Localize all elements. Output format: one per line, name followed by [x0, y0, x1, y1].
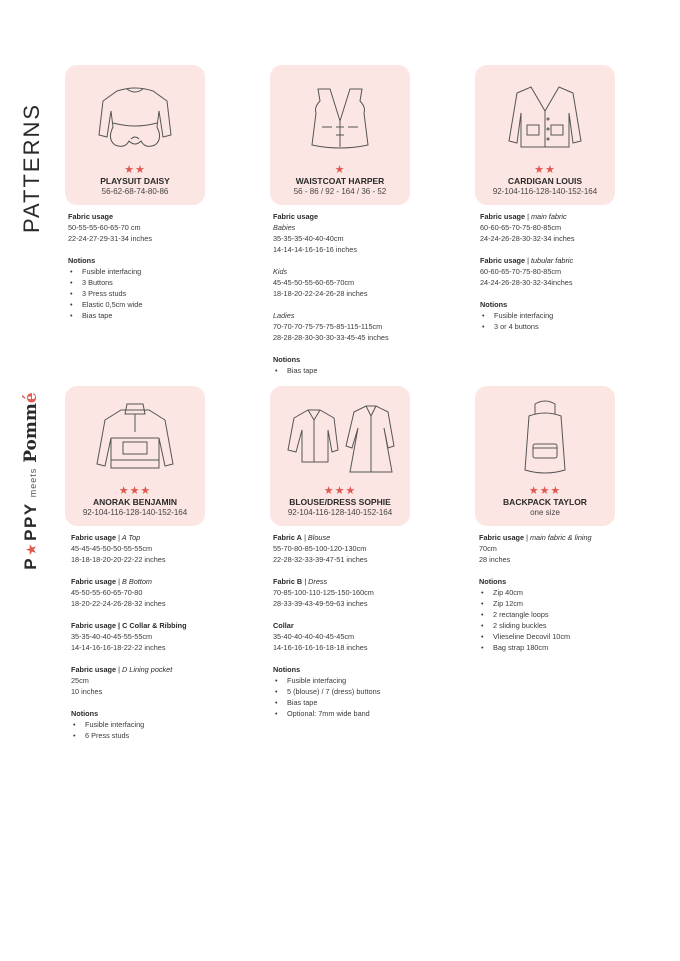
list-item: • Zip 12cm	[479, 598, 629, 609]
detail-line: 24-24-26-28-30-32-34inches	[480, 278, 573, 287]
difficulty-stars: ★★	[124, 164, 146, 176]
detail-line: 50-55-55-60-65-70 cm	[68, 223, 141, 232]
brand-pomme: Pommé	[21, 392, 41, 463]
product-sizes: 92-104-116-128-140-152-164	[82, 508, 188, 517]
blouse-dress-icon	[280, 398, 400, 478]
detail-line: 18-18-18-20-20-22-22 inches	[71, 555, 166, 564]
detail-line: 45-50-55-60-65-70-80	[71, 588, 143, 597]
product-sizes: one size	[530, 508, 560, 517]
spacer	[273, 299, 423, 310]
spacer	[71, 609, 221, 620]
section-heading: Fabric A | Blouse	[273, 533, 331, 542]
section-heading: Fabric usage | B Bottom	[71, 577, 152, 586]
product-sizes: 56 - 86 / 92 - 164 / 36 - 52	[293, 187, 387, 196]
difficulty-stars: ★★★	[118, 485, 152, 497]
list-item: • Fusible interfacing	[273, 675, 423, 686]
detail-line: 14-14-14-16-16-16 inches	[273, 245, 357, 254]
list-item: • Zip 40cm	[479, 587, 629, 598]
section-heading: Fabric usage	[273, 212, 319, 221]
subheading: Babies	[273, 223, 296, 232]
detail-line: 22-28-32-33-39-47-51 inches	[273, 555, 368, 564]
waistcoat-icon	[280, 77, 400, 157]
product-card-backpack[interactable]	[475, 386, 615, 526]
detail-line: 60-60-65-70-75-80-85cm	[480, 267, 562, 276]
product-sizes: 92-104-116-128-140-152-164	[287, 508, 393, 517]
section-heading: Notions	[480, 300, 508, 309]
detail-line: 70-85-100-110-125-150-160cm	[273, 588, 374, 597]
detail-line: 18-18-20-22-24-26-28 inches	[273, 289, 368, 298]
product-card-blouse-dress[interactable]	[270, 386, 410, 526]
brand-meets: meets	[28, 467, 38, 498]
spacer	[68, 244, 218, 255]
list-item: • 3 Buttons	[68, 277, 218, 288]
section-heading: Notions	[479, 577, 507, 586]
list-item: • Optional: 7mm wide band	[273, 708, 423, 719]
detail-line: 24-24-26-28-30-32-34 inches	[480, 234, 575, 243]
product-info-cardigan	[480, 211, 630, 332]
list-item: • 3 or 4 buttons	[480, 321, 630, 332]
playsuit-icon	[75, 77, 195, 157]
page-title: PATTERNS	[19, 102, 44, 233]
section-heading: Collar	[273, 621, 294, 630]
product-card-cardigan[interactable]	[475, 65, 615, 205]
difficulty-stars: ★★★	[528, 485, 562, 497]
difficulty-stars: ★	[334, 164, 346, 176]
product-name: PLAYSUIT DAISY	[100, 176, 170, 186]
anorak-icon	[75, 398, 195, 478]
product-card-waistcoat[interactable]	[270, 65, 410, 205]
product-card-playsuit[interactable]	[65, 65, 205, 205]
detail-line: 45-45-45-50-50-55-55cm	[71, 544, 153, 553]
spacer	[273, 653, 423, 664]
product-name: CARDIGAN LOUIS	[507, 176, 583, 186]
brand-poppy: P ★ PPY	[21, 502, 40, 570]
product-info-playsuit	[68, 211, 218, 321]
detail-line: 70-70-70-75-75-75-85-115-115cm	[273, 322, 383, 331]
list-item: • Fusible interfacing	[480, 310, 630, 321]
section-heading: Notions	[273, 665, 301, 674]
section-heading: Notions	[273, 355, 301, 364]
spacer	[273, 255, 423, 266]
subheading: Ladies	[273, 311, 295, 320]
section-heading: Fabric usage | A Top	[71, 533, 141, 542]
spacer	[479, 565, 629, 576]
spacer	[71, 697, 221, 708]
section-heading: Fabric usage | D Lining pocket	[71, 665, 173, 674]
section-heading: Notions	[71, 709, 99, 718]
detail-line: 35-35-35-40-40-40cm	[273, 234, 344, 243]
list-item: • Elastic 0,5cm wide	[68, 299, 218, 310]
list-item: • 6 Press studs	[71, 730, 221, 741]
product-name: BACKPACK TAYLOR	[503, 497, 587, 507]
list-item: • 3 Press studs	[68, 288, 218, 299]
spacer	[480, 288, 630, 299]
product-info-blouse-dress	[273, 532, 423, 719]
difficulty-stars: ★★★	[323, 485, 357, 497]
detail-line: 60-60-65-70-75-80-85cm	[480, 223, 562, 232]
section-heading: Fabric usage | main fabric & lining	[479, 533, 592, 542]
backpack-icon	[485, 398, 605, 478]
detail-line: 35-40-40-40-40-45-45cm	[273, 632, 355, 641]
spacer	[71, 565, 221, 576]
list-item: • 5 (blouse) / 7 (dress) buttons	[273, 686, 423, 697]
spacer	[273, 609, 423, 620]
detail-line: 14-16-16-16-16-18-18 inches	[273, 643, 368, 652]
detail-line: 22-24-27-29-31-34 inches	[68, 234, 152, 243]
detail-line: 28-33-39-43-49-59-63 inches	[273, 599, 368, 608]
detail-line: 70cm	[479, 544, 497, 553]
section-heading: Notions	[68, 256, 96, 265]
spacer	[480, 244, 630, 255]
detail-line: 28 inches	[479, 555, 511, 564]
product-card-anorak[interactable]	[65, 386, 205, 526]
subheading: Kids	[273, 267, 288, 276]
product-info-waistcoat	[273, 211, 423, 376]
section-heading: Fabric usage | C Collar & Ribbing	[71, 621, 187, 630]
product-sizes: 92-104-116-128-140-152-164	[492, 187, 598, 196]
product-info-anorak	[71, 532, 221, 741]
section-heading: Fabric B | Dress	[273, 577, 328, 586]
detail-line: 28-28-28-30-30-30-33-45-45 inches	[273, 333, 389, 342]
list-item: • Vlieseline Decovil 10cm	[479, 631, 629, 642]
detail-line: 35-35-40-40-45-55-55cm	[71, 632, 153, 641]
product-name: ANORAK BENJAMIN	[92, 497, 178, 507]
detail-line: 14-14-16-16-18-22-22 inches	[71, 643, 166, 652]
detail-line: 10 inches	[71, 687, 103, 696]
detail-line: 55-70-80-85-100-120-130cm	[273, 544, 367, 553]
list-item: • Bias tape	[273, 697, 423, 708]
spacer	[273, 565, 423, 576]
detail-line: 45-45-50-55-60-65-70cm	[273, 278, 355, 287]
product-name: WAISTCOAT HARPER	[295, 176, 385, 186]
list-item: • 2 rectangle loops	[479, 609, 629, 620]
section-heading: Fabric usage | tubular fabric	[480, 256, 574, 265]
section-heading: Fabric usage	[68, 212, 114, 221]
brand-logo	[16, 392, 46, 570]
list-item: • Bias tape	[273, 365, 423, 376]
list-item: • 2 sliding buckles	[479, 620, 629, 631]
list-item: • Bag strap 180cm	[479, 642, 629, 653]
product-sizes: 56-62-68-74-80-86	[101, 187, 169, 196]
spacer	[273, 343, 423, 354]
detail-line: 25cm	[71, 676, 89, 685]
difficulty-stars: ★★	[534, 164, 556, 176]
list-item: • Fusible interfacing	[71, 719, 221, 730]
section-heading: Fabric usage | main fabric	[480, 212, 567, 221]
star-icon: ★	[22, 541, 39, 556]
product-info-backpack	[479, 532, 629, 653]
cardigan-icon	[485, 77, 605, 157]
spacer	[71, 653, 221, 664]
list-item: • Bias tape	[68, 310, 218, 321]
detail-line: 18-20-22-24-26-28-32 inches	[71, 599, 166, 608]
product-name: BLOUSE/DRESS SOPHIE	[289, 497, 391, 507]
list-item: • Fusible interfacing	[68, 266, 218, 277]
